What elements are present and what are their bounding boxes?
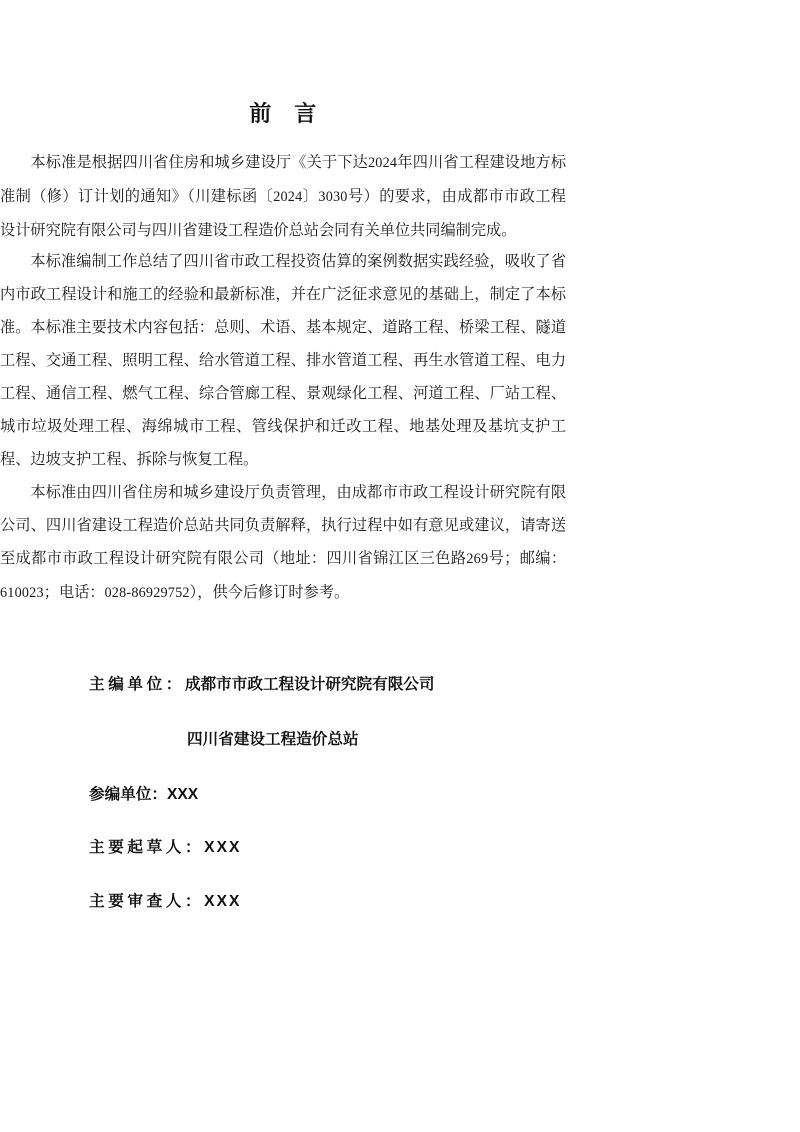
signature-value: XXX (204, 839, 242, 856)
signature-participating-unit (89, 781, 198, 809)
inline-document-number: 3030 (318, 189, 348, 205)
signature-value: XXX (204, 893, 242, 910)
inline-year-standard: 2024 (368, 155, 398, 171)
signature-chief-editor-unit-second (187, 726, 359, 754)
signature-value: 四川省建设工程造价总站 (187, 731, 359, 748)
signature-chief-editor-unit (89, 671, 435, 699)
signature-label: 主编单位： (89, 676, 185, 693)
page-title: 前 言 (249, 101, 317, 126)
signature-main-reviewers (89, 888, 241, 916)
paragraph-basis: 本标准是根据四川省住房和城乡建设厅《关于下达2024年四川省工程建设地方标准制（修）订计划的通知》（川建标函〔2024〕3030号）的要求，由成都市市政工程设计研究院有限公司与四川省建设工程造价总站会同有关单位共同编制完成。 (0, 154, 567, 239)
signature-label: 主要起草人： (89, 839, 205, 856)
paragraph-compilation: 本标准编制工作总结了四川省市政工程投资估算的案例数据实践经验，吸收了省内市政工程设计和施工的经验和最新标准，并在广泛征求意见的基础上，制定了本标准。 (0, 253, 566, 336)
inline-postal-code: 610023 (0, 585, 44, 601)
paragraph-administration: 本标准由四川省住房和城乡建设厅负责管理，由成都市市政工程设计研究院有限公司、四川省建设工程造价总站共同负责解释，执行过程中如有意见或建议，请寄送至成都市市政工程设计研究院有限公司（地址：四川省锦江区三色路269号；邮编：610023；电话：028-86929752），供今后修订时参考。 (0, 484, 567, 601)
inline-street-number: 269 (466, 551, 489, 567)
signature-main-drafters (89, 834, 241, 862)
inline-phone: 028-86929752 (104, 585, 190, 601)
signature-value: 成都市市政工程设计研究院有限公司 (184, 676, 435, 693)
inline-year-document: 2024 (273, 189, 303, 205)
signature-value: XXX (166, 786, 199, 803)
signature-label: 参编单位： (89, 786, 167, 803)
signature-label: 主要审查人： (89, 893, 205, 910)
paragraph-technical-contents: 本标准主要技术内容包括：总则、术语、基本规定、道路工程、桥梁工程、隧道工程、交通工程、照明工程、给水管道工程、排水管道工程、再生水管道工程、电力工程、通信工程、燃气工程、综合管廊工程、景观绿化工程、河道工程、厂站工程、城市垃圾处理工程、海绵城市工程、管线保护和迁改工程、地基处理及基坑支护工程、边坡支护工程、拆除与恢复工程。 (0, 319, 566, 468)
